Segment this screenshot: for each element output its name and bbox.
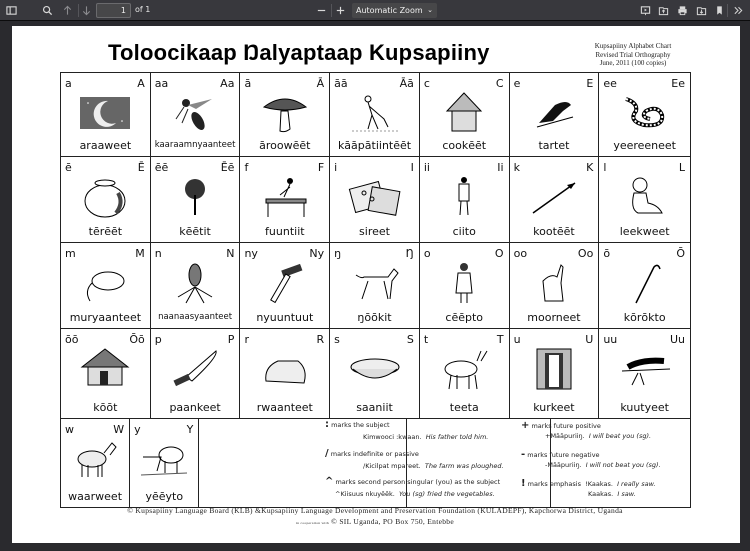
note-desc: marks the subject	[331, 421, 390, 429]
next-page-button[interactable]	[79, 3, 94, 18]
sidebar-toggle-icon	[6, 5, 17, 16]
lowercase-letter: o	[423, 247, 431, 260]
note-translation: The farm was ploughed.	[424, 462, 504, 470]
example-word: cookēēt	[442, 139, 487, 152]
lowercase-letter: a	[65, 77, 72, 90]
tools-chevron-icon	[733, 5, 744, 16]
lowercase-letter: uu	[603, 333, 618, 346]
page-number-input[interactable]: 1	[96, 3, 131, 18]
zoom-out-icon	[316, 5, 327, 16]
lowercase-letter: ii	[423, 161, 430, 174]
arrow-down-icon	[81, 5, 92, 16]
uppercase-letter: O	[494, 247, 504, 260]
letter-cell-ii	[420, 157, 510, 242]
note-example: -Māāpuriiŋ.	[545, 461, 582, 469]
letter-cell-u	[510, 329, 600, 418]
exclamation-symbol: !	[521, 478, 526, 489]
lowercase-letter: ā	[244, 77, 252, 90]
letter-cell-e	[510, 73, 600, 156]
baby-picture	[618, 175, 672, 219]
note-example: Kaakas.	[588, 490, 614, 498]
uppercase-letter: P	[227, 333, 235, 346]
note-desc: marks emphasis	[527, 480, 581, 488]
uppercase-letter: M	[135, 247, 145, 260]
bird-picture	[527, 91, 581, 135]
uppercase-letter: Ā	[316, 77, 325, 90]
letter-cell-f	[240, 157, 330, 242]
chart-subtitle	[568, 42, 698, 68]
print-button[interactable]	[675, 3, 690, 18]
open-file-button[interactable]	[656, 3, 671, 18]
letter-cell-ē	[61, 157, 151, 242]
uppercase-letter: Ē	[137, 161, 145, 174]
tools-button[interactable]	[731, 3, 746, 18]
print-icon	[677, 5, 688, 16]
example-word: tērēēt	[88, 225, 123, 238]
uppercase-letter: Y	[186, 423, 194, 436]
grid-row	[61, 329, 690, 419]
uppercase-letter: T	[496, 333, 504, 346]
example-word: naanaasyaanteet	[158, 312, 233, 322]
sil-credit: © SIL Uganda, PO Box 750, Entebbe	[331, 517, 454, 526]
toolbar-separator	[331, 4, 332, 17]
note-translation: His father told him.	[425, 433, 489, 441]
example-word: leekweet	[619, 225, 670, 238]
uppercase-letter: Aa	[220, 77, 235, 90]
example-word: moorneet	[527, 311, 581, 324]
lowercase-letter: y	[134, 423, 141, 436]
letter-cell-ōō	[61, 329, 151, 418]
sidebar-toggle-button[interactable]	[4, 3, 19, 18]
copyright-line-2	[60, 517, 690, 526]
letter-cell-t	[420, 329, 510, 418]
bookmark-button[interactable]	[712, 3, 727, 18]
basin-picture	[348, 347, 402, 391]
note-translation: I saw.	[617, 490, 636, 498]
tree-picture	[168, 175, 222, 219]
note-example: +Māāpuriiŋ.	[545, 432, 585, 440]
dog-picture	[348, 261, 402, 305]
lowercase-letter: e	[513, 77, 521, 90]
previous-page-button[interactable]	[60, 3, 75, 18]
letter-cell-uu	[599, 329, 690, 418]
cooperation-label: in cooperation with	[296, 521, 329, 525]
uppercase-letter: Ŋ	[405, 247, 414, 260]
letter-cell-w	[61, 419, 130, 507]
uppercase-letter: Āā	[399, 77, 414, 90]
letter-cell-i	[330, 157, 420, 242]
door-picture	[527, 347, 581, 391]
ox-plough-picture	[137, 437, 191, 481]
example-word: kēētit	[179, 225, 211, 238]
finger-picture	[527, 261, 581, 305]
uppercase-letter: F	[317, 161, 325, 174]
cow-picture	[437, 347, 491, 391]
lowercase-letter: t	[423, 333, 429, 346]
stone-picture	[258, 347, 312, 391]
uppercase-letter: S	[406, 333, 414, 346]
letter-cell-ēē	[151, 157, 241, 242]
pot-picture	[78, 175, 132, 219]
lowercase-letter: ō	[603, 247, 611, 260]
copyright-line: © Kupsapiiny Language Board (KLB) &Kupsapiiny Language Development and Preservation Foundation (KULADEPF), Kapchorwa District, Uganda	[127, 506, 623, 515]
lowercase-letter: n	[154, 247, 162, 260]
letter-cell-ō	[599, 243, 690, 328]
uppercase-letter: Ēē	[220, 161, 235, 174]
caterpillar-picture	[618, 347, 672, 391]
note-desc: marks second person singular (you) as the subject	[335, 478, 501, 486]
zoom-select-value: Automatic Zoom	[356, 6, 423, 15]
letter-cell-o	[420, 243, 510, 328]
lowercase-letter: f	[244, 161, 249, 174]
lowercase-letter: u	[513, 333, 521, 346]
example-word: ŋōōkit	[357, 311, 392, 324]
lowercase-letter: k	[513, 161, 520, 174]
carpenter-picture	[258, 175, 312, 219]
toolbar-separator	[727, 4, 728, 17]
granary-picture	[437, 91, 491, 135]
lowercase-letter: ŋ	[334, 247, 342, 260]
lowercase-letter: ee	[603, 77, 617, 90]
subtitle-line: Revised Trial Orthography	[595, 50, 671, 59]
presentation-mode-button[interactable]	[638, 3, 653, 18]
man-digging-picture	[348, 91, 402, 135]
zoom-out-button[interactable]	[314, 3, 329, 18]
goat-picture	[68, 437, 122, 481]
note-desc: marks indefinite or passive	[330, 450, 419, 458]
letter-cell-r	[240, 329, 330, 418]
zoom-in-icon	[335, 5, 346, 16]
zoom-select[interactable]	[352, 3, 437, 18]
find-button[interactable]	[40, 3, 55, 18]
example-word: kuutyeet	[620, 401, 669, 414]
lowercase-letter: p	[154, 333, 162, 346]
lowercase-letter: r	[244, 333, 249, 346]
example-word: yēēyto	[145, 490, 184, 503]
letter-cell-s	[330, 329, 420, 418]
example-word: kurkeet	[533, 401, 575, 414]
uppercase-letter: Ō	[676, 247, 686, 260]
lowercase-letter: i	[334, 161, 338, 174]
example-word: nyuuntuut	[256, 311, 314, 324]
chart-title: Toloocikaap Ŋalyaptaap Kupsapiiny	[108, 40, 490, 65]
girl-picture	[437, 261, 491, 305]
letter-cell-āā	[330, 73, 420, 156]
uppercase-letter: Ii	[497, 161, 504, 174]
caret-symbol: ^	[325, 476, 334, 487]
example-word: saaniit	[356, 401, 393, 414]
note-example: Kimwooci :kwaan.	[363, 433, 422, 441]
letter-cell-p	[151, 329, 241, 418]
example-word: kāāpātiintēēt	[337, 139, 412, 152]
example-word: tartet	[538, 139, 570, 152]
note-translation: I really saw.	[617, 480, 656, 488]
lowercase-letter: ē	[65, 161, 72, 174]
plus-symbol: +	[521, 420, 530, 431]
lowercase-letter: oo	[513, 247, 528, 260]
rat-picture	[78, 261, 132, 305]
letter-cell-k	[510, 157, 600, 242]
uppercase-letter: R	[316, 333, 325, 346]
example-word: kaaraamnyaanteet	[154, 140, 236, 150]
lowercase-letter: aa	[154, 77, 169, 90]
uppercase-letter: Uu	[669, 333, 686, 346]
lowercase-letter: ōō	[65, 333, 79, 346]
uppercase-letter: K	[586, 161, 594, 174]
letter-cell-a	[61, 73, 151, 156]
note-translation: I will not beat you (sg).	[585, 461, 661, 469]
mushroom-picture	[258, 91, 312, 135]
example-word: teeta	[449, 401, 479, 414]
lowercase-letter: s	[334, 333, 340, 346]
pineapple-picture	[168, 261, 222, 305]
colon-symbol: :	[325, 419, 329, 430]
uppercase-letter: L	[678, 161, 686, 174]
uppercase-letter: I	[410, 161, 414, 174]
machete-picture	[168, 347, 222, 391]
note-example: ^Kiisuus nkuyēēk.	[335, 490, 395, 498]
mat-picture	[348, 175, 402, 219]
example-word: sireet	[359, 225, 390, 238]
letter-cell-l	[599, 157, 690, 242]
arrow-up-icon	[62, 5, 73, 16]
lowercase-letter: l	[603, 161, 607, 174]
lowercase-letter: āā	[334, 77, 348, 90]
example-word: araaweet	[79, 139, 132, 152]
note-translation: I will beat you (sg).	[588, 432, 652, 440]
grid-row	[61, 73, 690, 157]
pdf-viewer-toolbar	[0, 0, 750, 21]
bookmark-icon	[714, 5, 725, 16]
letter-cell-m	[61, 243, 151, 328]
uppercase-letter: C	[495, 77, 504, 90]
hut-picture	[78, 347, 132, 391]
letter-cell-ee	[599, 73, 690, 156]
uppercase-letter: U	[585, 333, 594, 346]
page-count-label: of 1	[135, 5, 151, 14]
hammer-picture	[258, 261, 312, 305]
letter-cell-n	[151, 243, 241, 328]
download-icon	[696, 5, 707, 16]
example-word: muryaanteet	[69, 311, 142, 324]
moon-picture	[78, 91, 132, 135]
example-word: paankeet	[169, 401, 221, 414]
minus-symbol: -	[521, 449, 526, 460]
example-word: āroowēēt	[259, 139, 311, 152]
lowercase-letter: w	[65, 423, 74, 436]
note-translation: You (sg) fried the vegetables.	[399, 490, 495, 498]
letter-cell-oo	[510, 243, 600, 328]
letter-cell-aa	[151, 73, 241, 156]
person-picture	[437, 175, 491, 219]
slash-symbol: /	[325, 448, 329, 459]
example-word: waarweet	[68, 490, 123, 503]
open-file-icon	[658, 5, 669, 16]
letter-cell-ŋ	[330, 243, 420, 328]
uppercase-letter: Ōō	[129, 333, 145, 346]
example-word: cēēpto	[445, 311, 484, 324]
download-button[interactable]	[694, 3, 709, 18]
lowercase-letter: m	[65, 247, 76, 260]
lowercase-letter: ny	[244, 247, 258, 260]
note-example: !Kaakas.	[585, 480, 613, 488]
snake-picture	[618, 91, 672, 135]
example-word: yeereeneet	[613, 139, 676, 152]
letter-cell-ny	[240, 243, 330, 328]
note-desc: marks future negative	[527, 451, 600, 459]
lowercase-letter: ēē	[154, 161, 169, 174]
lowercase-letter: c	[423, 77, 430, 90]
walking-stick-picture	[618, 261, 672, 305]
example-word: kootēēt	[533, 225, 575, 238]
uppercase-letter: Ny	[309, 247, 325, 260]
letter-cell-ā	[240, 73, 330, 156]
letter-cell-c	[420, 73, 510, 156]
subtitle-line: June, 2011 (100 copies)	[599, 59, 667, 67]
example-word: fuuntiit	[265, 225, 305, 238]
note-desc: marks future positive	[531, 422, 601, 430]
example-word: ciito	[452, 225, 476, 238]
uppercase-letter: E	[586, 77, 594, 90]
wasp-picture	[168, 91, 222, 135]
letter-cell-y	[130, 419, 199, 507]
grid-row	[61, 157, 690, 243]
search-icon	[42, 5, 53, 16]
uppercase-letter: Ee	[671, 77, 686, 90]
example-word: kōrōkto	[623, 311, 666, 324]
uppercase-letter: Oo	[577, 247, 594, 260]
example-word: kōōt	[93, 401, 118, 414]
notes-right	[509, 416, 689, 504]
uppercase-letter: A	[137, 77, 145, 90]
example-word: rwaanteet	[256, 401, 313, 414]
uppercase-letter: N	[226, 247, 235, 260]
presentation-icon	[640, 5, 651, 16]
note-example: /Kicilpat mpareet.	[363, 462, 421, 470]
arrow-picture	[527, 175, 581, 219]
notes-left	[321, 416, 507, 504]
uppercase-letter: W	[113, 423, 125, 436]
grid-row	[61, 243, 690, 329]
subtitle-line: Kupsapiiny Alphabet Chart	[594, 42, 672, 50]
chevron-down-icon: ⌄	[427, 6, 433, 14]
zoom-in-button[interactable]	[333, 3, 348, 18]
